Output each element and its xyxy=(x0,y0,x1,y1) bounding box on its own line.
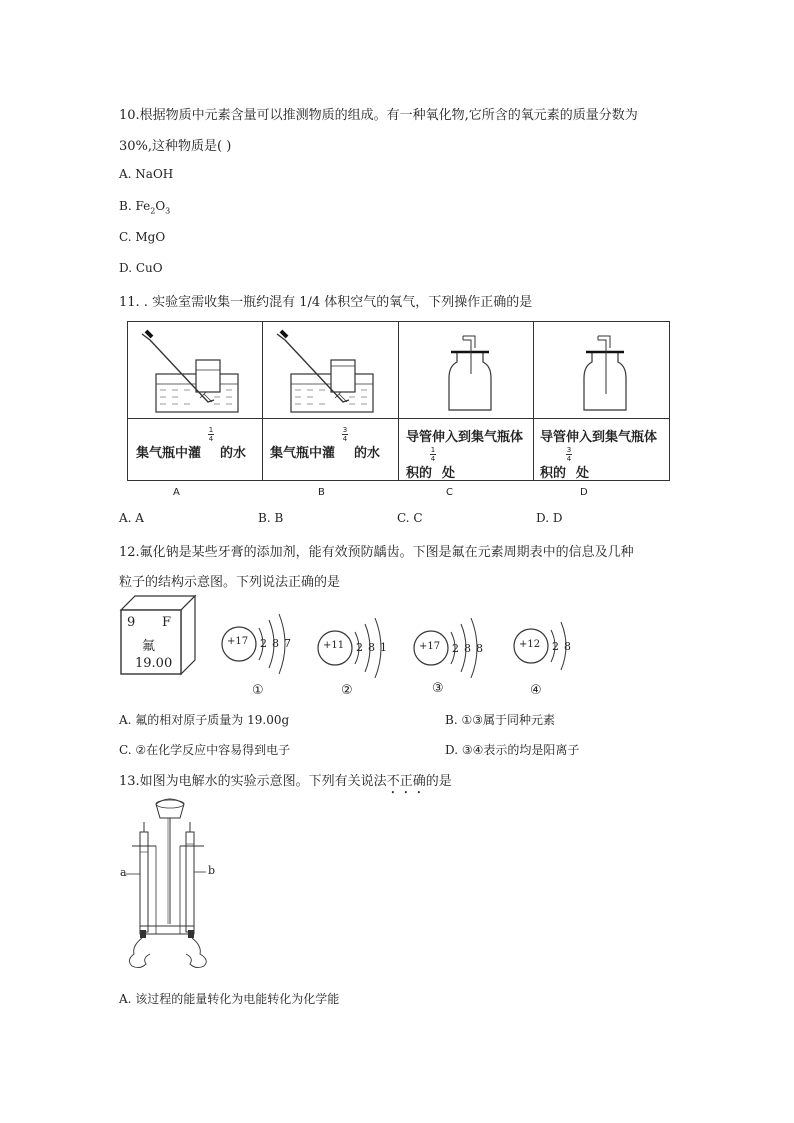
q11-cell-a-text-pre: 集气瓶中灌 xyxy=(136,446,202,461)
q12-option-b: B. ①③属于同种元素 xyxy=(445,713,555,727)
gas-bottle-diagram-d xyxy=(534,322,668,418)
q12-option-a: A. 氟的相对原子质量为 19.00g xyxy=(119,713,290,727)
electrode-label-a: a xyxy=(120,866,127,879)
q10-option-a: A. NaOH xyxy=(119,167,174,181)
q11-caption-a: A xyxy=(173,487,180,498)
gas-bottle-diagram-c xyxy=(399,322,533,418)
element-name: 氟 xyxy=(142,639,156,654)
q11-cell-a-fraction: 1 4 xyxy=(208,426,214,443)
q11-table xyxy=(127,321,670,481)
q11-cell-c-fraction: 1 4 xyxy=(430,446,436,463)
particle-3-shell-2: 8 xyxy=(464,642,471,655)
q12-stem-line1: 12.氟化钠是某些牙膏的添加剂，能有效预防龋齿。下图是氟在元素周期表中的信息及几种 xyxy=(119,545,634,560)
q11-option-d: D. D xyxy=(536,511,563,525)
q11-option-c: C. C xyxy=(397,511,423,525)
particle-1-shell-1: 2 xyxy=(260,637,267,650)
particle-1-shell-3: 7 xyxy=(284,637,291,650)
particle-4-shell-1: 2 xyxy=(552,640,559,653)
q12-option-d: D. ③④表示的均是阳离子 xyxy=(445,743,580,757)
q12-stem-line2: 粒子的结构示意图。下列说法正确的是 xyxy=(119,575,341,590)
q11-option-b: B. B xyxy=(258,511,284,525)
q11-cell-b-text-pre: 集气瓶中灌 xyxy=(270,446,336,461)
q11-caption-b: B xyxy=(318,487,325,498)
q11-option-a: A. A xyxy=(119,511,144,525)
particle-4-label: ④ xyxy=(530,683,542,698)
element-number: 9 xyxy=(127,615,136,630)
q11-cell-c-text-line1: 导管伸入到集气瓶体 xyxy=(406,430,524,445)
particle-3-label: ③ xyxy=(432,681,444,696)
q10-stem-line1: 10.根据物质中元素含量可以推测物质的组成。有一种氧化物,它所含的氧元素的质量分数为 xyxy=(119,108,638,123)
particle-1-nucleus: +17 xyxy=(227,636,249,647)
particle-3-shell-1: 2 xyxy=(452,642,459,655)
particle-3-nucleus: +17 xyxy=(419,641,441,652)
q11-cell-a-text-post: 的水 xyxy=(220,446,247,461)
q13-stem: 13.如图为电解水的实验示意图。下列有关说法不正确的是 xyxy=(119,774,452,789)
particle-2-shell-1: 2 xyxy=(356,641,363,654)
particle-2-label: ② xyxy=(341,683,353,698)
water-trough-diagram-a xyxy=(128,322,262,418)
element-mass: 19.00 xyxy=(135,656,173,671)
water-trough-diagram-b xyxy=(263,322,397,418)
particle-1-label: ① xyxy=(252,683,264,698)
q12-option-c: C. ②在化学反应中容易得到电子 xyxy=(119,743,291,757)
q13-option-a: A. 该过程的能量转化为电能转化为化学能 xyxy=(119,992,340,1006)
q11-cell-d-text-line1: 导管伸入到集气瓶体 xyxy=(540,430,658,445)
q10-stem-line2: 30%,这种物质是( ) xyxy=(119,139,232,154)
q10-option-c: C. MgO xyxy=(119,230,166,244)
q10-option-d: D. CuO xyxy=(119,261,163,275)
q11-cell-b-fraction: 3 4 xyxy=(342,426,348,443)
particle-1-shell-2: 8 xyxy=(272,637,279,650)
q11-cell-d-fraction: 3 4 xyxy=(566,446,572,463)
q11-cell-b-text-post: 的水 xyxy=(354,446,381,461)
q11-caption-c: C xyxy=(446,487,453,498)
q11-cell-d-text-line2: 积的 处 xyxy=(540,466,590,481)
particle-2-shell-2: 8 xyxy=(368,641,375,654)
particle-4-nucleus: +12 xyxy=(519,639,541,650)
particle-2-nucleus: +11 xyxy=(323,640,345,651)
q10-option-b: B. $Fe_2O_3$ xyxy=(119,199,171,216)
q11-cell-c-text-line2: 积的 处 xyxy=(406,466,456,481)
q11-stem: 11. . 实验室需收集一瓶约混有 1/4 体积空气的氧气，下列操作正确的是 xyxy=(119,295,533,310)
electrolysis-apparatus-diagram xyxy=(118,794,218,984)
particle-3-shell-3: 8 xyxy=(476,642,483,655)
particle-4-shell-2: 8 xyxy=(564,640,571,653)
q13-emphasis: 不正确 xyxy=(386,774,426,789)
particle-2-shell-3: 1 xyxy=(380,641,387,654)
electrode-label-b: b xyxy=(208,864,216,877)
q11-caption-d: D xyxy=(580,487,588,498)
element-symbol: F xyxy=(162,615,172,630)
